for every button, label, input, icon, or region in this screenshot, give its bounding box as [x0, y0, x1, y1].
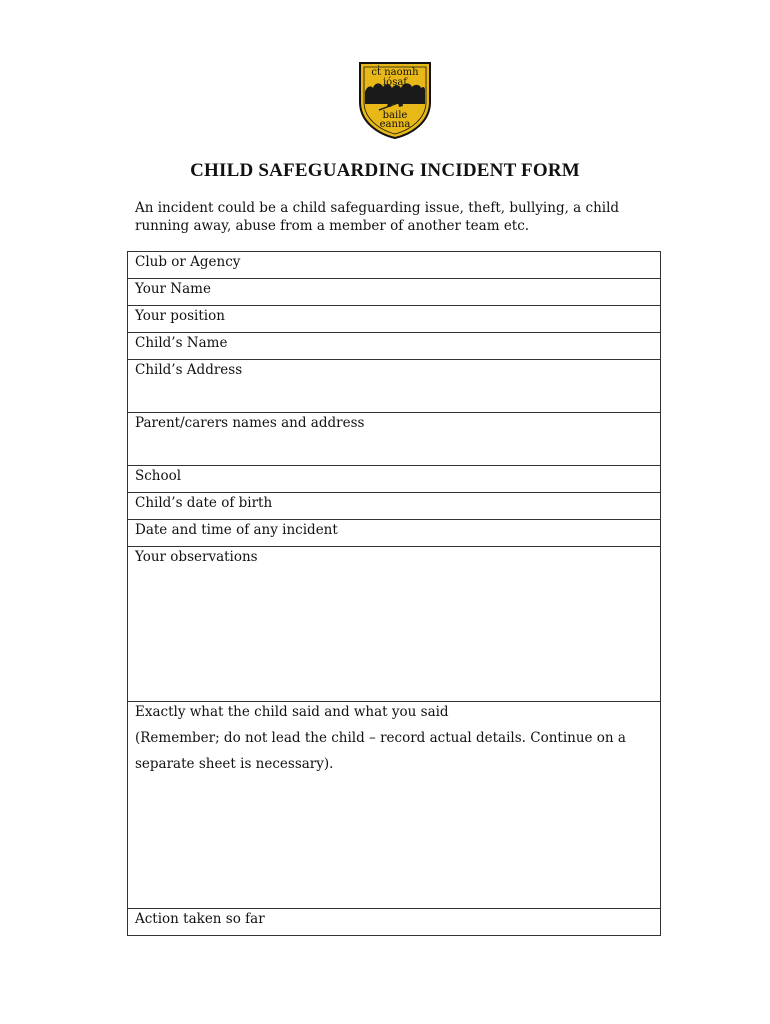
field-label-dob: Child’s date of birth — [128, 493, 661, 520]
field-label-action: Action taken so far — [128, 909, 661, 936]
field-label-child-name: Child’s Name — [128, 333, 661, 360]
field-row-club[interactable] — [128, 252, 661, 279]
incident-form-table — [127, 251, 661, 936]
field-label-name: Your Name — [128, 279, 661, 306]
field-row-child-said[interactable] — [128, 702, 661, 909]
field-label-parents: Parent/carers names and address — [128, 413, 661, 466]
field-row-incident-time[interactable] — [128, 520, 661, 547]
field-label-position: Your position — [128, 306, 661, 333]
field-row-school[interactable] — [128, 466, 661, 493]
field-label-observations: Your observations — [128, 547, 661, 702]
field-row-action[interactable] — [128, 909, 661, 936]
field-label-club: Club or Agency — [128, 252, 661, 279]
crest-line-3: baile — [382, 110, 408, 121]
field-cell-child-said — [128, 702, 661, 909]
field-row-name[interactable] — [128, 279, 661, 306]
field-label-incident-time: Date and time of any incident — [128, 520, 661, 547]
crest-shield-icon — [357, 60, 433, 140]
crest-line-1: cṫ naomh — [371, 67, 419, 78]
field-row-position[interactable] — [128, 306, 661, 333]
field-row-dob[interactable] — [128, 493, 661, 520]
crest-line-4: eanna — [379, 119, 411, 130]
field-note-line-2: separate sheet is necessary). — [135, 756, 334, 772]
field-row-observations[interactable] — [128, 547, 661, 702]
field-label-child-said: Exactly what the child said and what you said — [135, 704, 449, 720]
club-crest-logo — [357, 60, 433, 140]
field-row-child-address[interactable] — [128, 360, 661, 413]
field-label-school: School — [128, 466, 661, 493]
form-title: CHILD SAFEGUARDING INCIDENT FORM — [190, 160, 580, 181]
field-label-child-address: Child’s Address — [128, 360, 661, 413]
field-row-parents[interactable] — [128, 413, 661, 466]
intro-paragraph: An incident could be a child safeguarding issue, theft, bullying, a child running away, abuse from a member of another team etc. — [135, 200, 620, 234]
field-row-child-name[interactable] — [128, 333, 661, 360]
crest-line-2: iósaf — [382, 77, 408, 88]
field-note-line-1: (Remember; do not lead the child – record actual details. Continue on a — [135, 730, 626, 746]
